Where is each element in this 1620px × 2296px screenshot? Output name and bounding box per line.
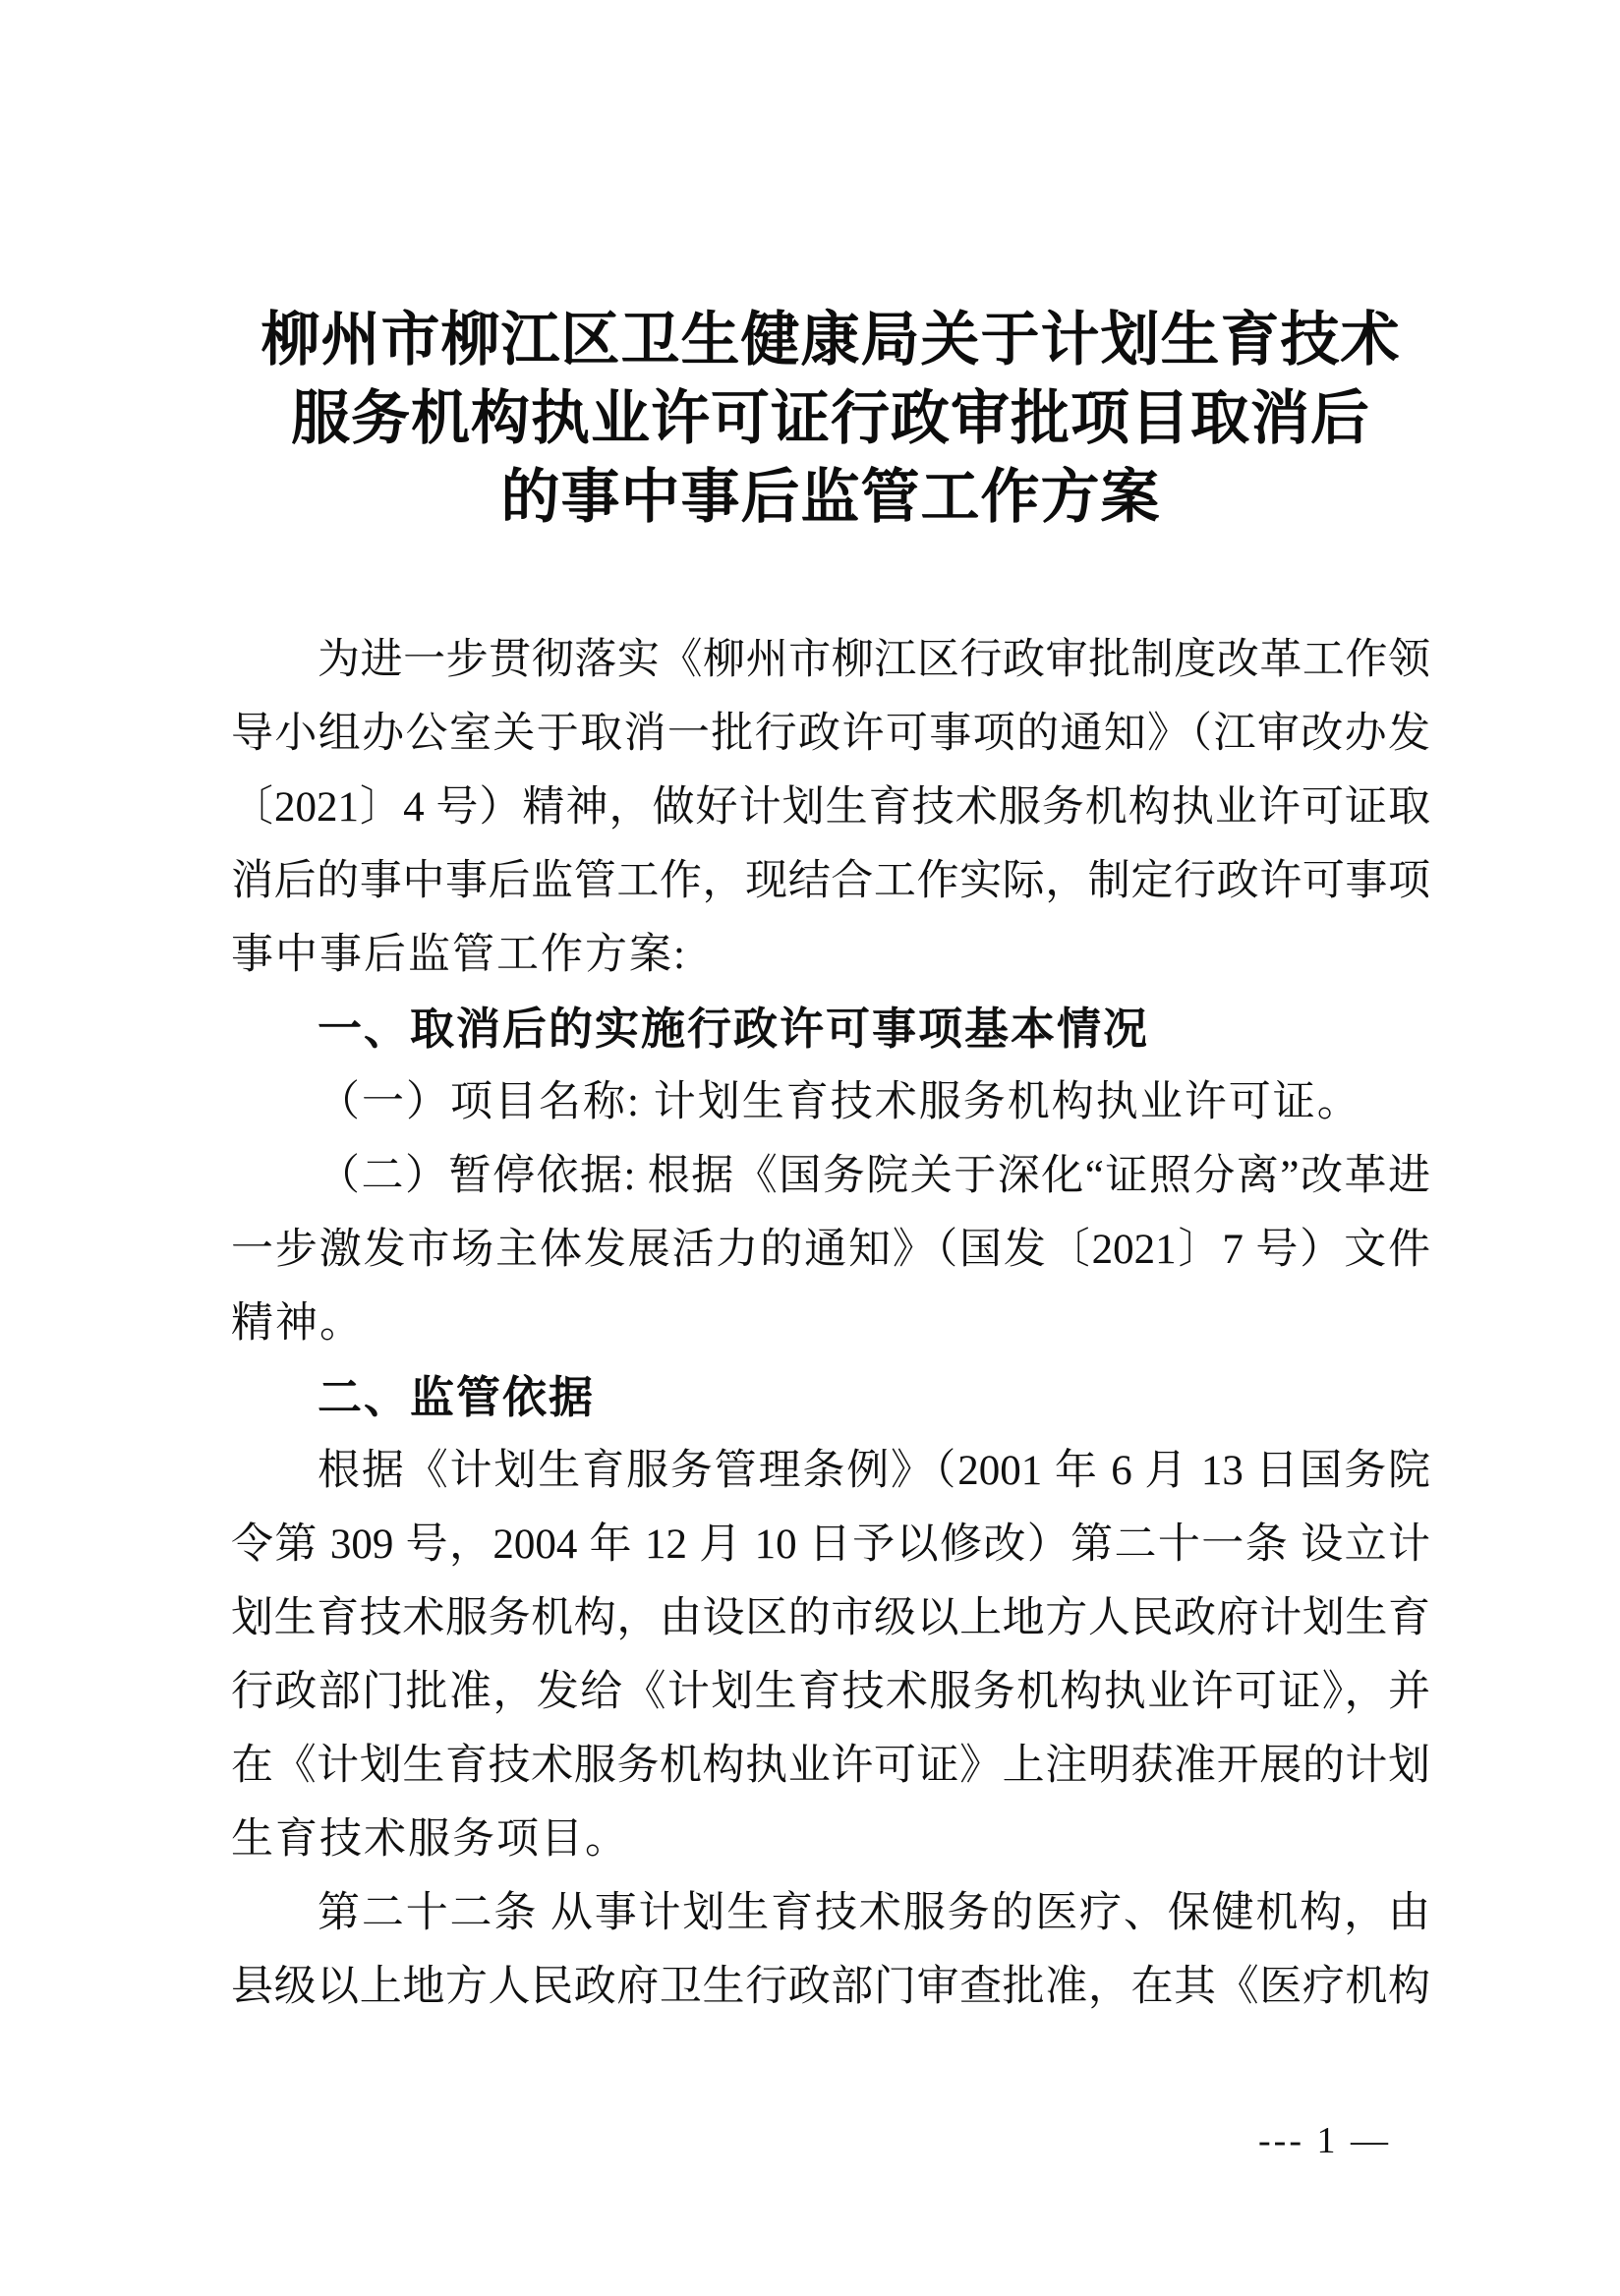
text-line: 为进一步贯彻落实《柳州市柳江区行政审批制度改革工作领 bbox=[318, 637, 1430, 683]
title-line-1: 柳州市柳江区卫生健康局关于计划生育技术 bbox=[260, 308, 1401, 373]
text-line: 精神。 bbox=[231, 1300, 364, 1347]
section-heading-1: 一、取消后的实施行政许可事项基本情况 bbox=[318, 1004, 1150, 1054]
text-line: 第二十二条 从事计划生育技术服务的医疗、保健机构，由 bbox=[318, 1890, 1430, 1936]
text-line: （二）暂停依据: 根据《国务院关于深化“证照分离”改革进 bbox=[318, 1153, 1430, 1199]
title-line-2: 服务机构执业许可证行政审批项目取消后 bbox=[291, 386, 1370, 451]
page-number: --- 1 — bbox=[1258, 2120, 1391, 2161]
text-line: 事中事后监管工作方案: bbox=[231, 932, 687, 978]
document-body bbox=[231, 623, 1430, 2024]
text-line: 令第 309 号，2004 年 12 月 10 日予以修改）第二十一条 设立计 bbox=[231, 1521, 1430, 1568]
text-line: 划生育技术服务机构，由设区的市级以上地方人民政府计划生育 bbox=[231, 1595, 1430, 1641]
text-line: 一步激发市场主体发展活力的通知》（国发〔2021〕7 号）文件 bbox=[231, 1227, 1430, 1273]
section-heading-2: 二、监管依据 bbox=[318, 1372, 596, 1422]
text-line: 生育技术服务项目。 bbox=[231, 1816, 629, 1863]
text-line: （一）项目名称: 计划生育技术服务机构执业许可证。 bbox=[318, 1079, 1361, 1125]
text-line: 行政部门批准，发给《计划生育技术服务机构执业许可证》，并 bbox=[231, 1669, 1430, 1715]
text-line: 〔2021〕4 号）精神，做好计划生育技术服务机构执业许可证取 bbox=[231, 784, 1430, 831]
title-line-3: 的事中事后监管工作方案 bbox=[500, 465, 1161, 530]
text-line: 根据《计划生育服务管理条例》（2001 年 6 月 13 日国务院 bbox=[318, 1448, 1430, 1494]
text-line: 消后的事中事后监管工作，现结合工作实际，制定行政许可事项 bbox=[231, 858, 1430, 904]
text-line: 导小组办公室关于取消一批行政许可事项的通知》（江审改办发 bbox=[231, 711, 1430, 757]
document-title bbox=[231, 301, 1430, 537]
text-line: 县级以上地方人民政府卫生行政部门审查批准，在其《医疗机构 bbox=[231, 1964, 1430, 2010]
text-line: 在《计划生育技术服务机构执业许可证》上注明获准开展的计划 bbox=[231, 1743, 1430, 1789]
